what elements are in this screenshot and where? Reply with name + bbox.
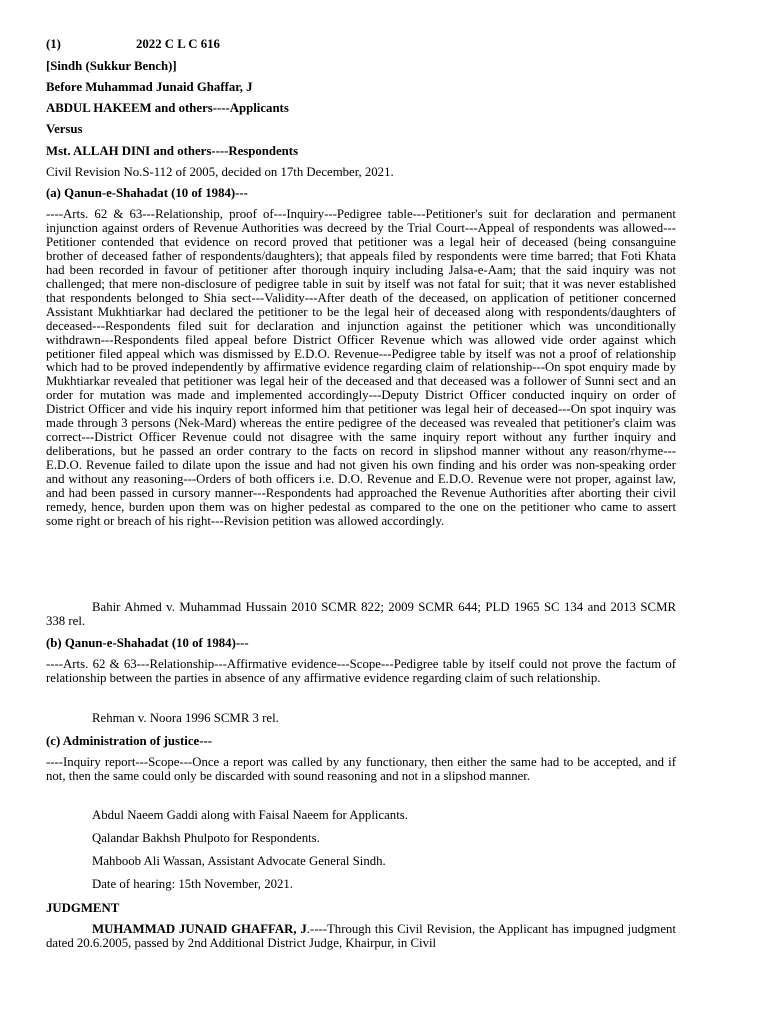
- headnote-c-body: ----Inquiry report---Scope---Once a report was called by any functionary, then either the same had to be accepted, and if not, then the same could only be discarded with sound reasoning and not in a slipshod manner.: [46, 755, 676, 783]
- case-number: (1): [46, 37, 61, 51]
- applicants: ABDUL HAKEEM and others----Applicants: [46, 101, 289, 115]
- headnote-a-body: ----Arts. 62 & 63---Relationship, proof of---Inquiry---Pedigree table---Petitioner's suit for declaration and permanent injunction against orders of Revenue Authorities was decreed by the Trial Court---Appeal of respondents was allowed---Petitioner contended that evidence on record proved that petitioner was a legal heir of deceased (being consanguine brother of deceased father of respondents/daughters); that appeals filed by respondents were time barred; that Foti Khata had been recorded in favour of petitioner after thorough inquiry including Jalsa-e-Aam; that the said inquiry was not challenged; that mere non-disclosure of pedigree table in suit by itself was not fatal for suit; that it was never established that respondents belonged to Shia sect---Validity---After death of the deceased, on application of petitioner concerned Assistant Mukhtiarkar had declared the petitioner to be the legal heir of deceased along with respondents/daughters of deceased---Respondents filed suit for declaration and injunction against the petitioner which was unconditionally withdrawn---Respondents filed appeal before District Officer Revenue which was allowed vide order against which petitioner filed appeal which was dismissed by E.D.O. Revenue---Pedigree table by itself was not a proof of relationship which had to be proved independently by affirmative evidence regarding claim of relationship---On spot enquiry made by Mukhtiarkar revealed that petitioner was legal heir of the deceased and that deceased was a follower of Sunni sect and an order for mutation was made and implemented accordingly---Deputy District Officer conducted inquiry on order of District Officer and vide his inquiry report informed him that petitioner was legal heir of deceased---On spot inquiry was made through 3 persons (Nek-Mard) whereas the entire pedigree of the deceased was revealed that petitioner's claim was correct---District Officer Revenue could not disagree with the same inquiry report without any further inquiry and deliberations, but he passed an order contrary to the facts on record in slipshod manner without any reason/rhyme---E.D.O. Revenue failed to dilate upon the issue and had not given his own finding and his order was non-speaking order and without any reasoning---Orders of both officers i.e. D.O. Revenue and E.D.O. Revenue were not proper, against law, and had been passed in cursory manner---Respondents had approached the Revenue Authorities after aborting their civil remedy, hence, burden upon them was on higher pedestal as compared to the one on the petitioner who came to assert some right or breach of his right---Revision petition was allowed accordingly.: [46, 207, 676, 528]
- case-info: Civil Revision No.S-112 of 2005, decided on 17th December, 2021.: [46, 165, 394, 179]
- bench: Before Muhammad Junaid Ghaffar, J: [46, 80, 253, 94]
- judge-name: MUHAMMAD JUNAID GHAFFAR, J: [92, 922, 307, 936]
- counsel-state: Mahboob Ali Wassan, Assistant Advocate General Sindh.: [92, 854, 386, 868]
- versus: Versus: [46, 122, 83, 136]
- headnote-b-heading: (b) Qanun-e-Shahadat (10 of 1984)---: [46, 636, 249, 650]
- judgment-heading: JUDGMENT: [46, 901, 120, 915]
- counsel-applicants: Abdul Naeem Gaddi along with Faisal Naeem for Applicants.: [92, 808, 408, 822]
- hearing-date: Date of hearing: 15th November, 2021.: [92, 877, 293, 891]
- headnote-a-citation: Bahir Ahmed v. Muhammad Hussain 2010 SCMR 822; 2009 SCMR 644; PLD 1965 SC 134 and 2013 SCMR 338 rel.: [46, 600, 676, 628]
- citation: 2022 C L C 616: [136, 37, 220, 51]
- headnote-b-body: ----Arts. 62 & 63---Relationship---Affirmative evidence---Scope---Pedigree table by itself could not prove the factum of relationship between the parties in absence of any affirmative evidence regarding claim of such relationship.: [46, 657, 676, 685]
- court-name: [Sindh (Sukkur Bench)]: [46, 59, 177, 73]
- headnote-a-heading: (a) Qanun-e-Shahadat (10 of 1984)---: [46, 186, 248, 200]
- judgment-text: .----Through this Civil Revision, the Applicant has impugned judgment dated 20.6.2005, passed by 2nd Additional District Judge, Khairpur, in Civil: [46, 922, 676, 950]
- respondents: Mst. ALLAH DINI and others----Respondents: [46, 144, 299, 158]
- headnote-c-heading: (c) Administration of justice---: [46, 734, 212, 748]
- judgment-paragraph: [46, 923, 676, 951]
- counsel-respondents: Qalandar Bakhsh Phulpoto for Respondents.: [92, 831, 320, 845]
- citation-line: [46, 37, 220, 51]
- headnote-b-citation: Rehman v. Noora 1996 SCMR 3 rel.: [92, 711, 279, 725]
